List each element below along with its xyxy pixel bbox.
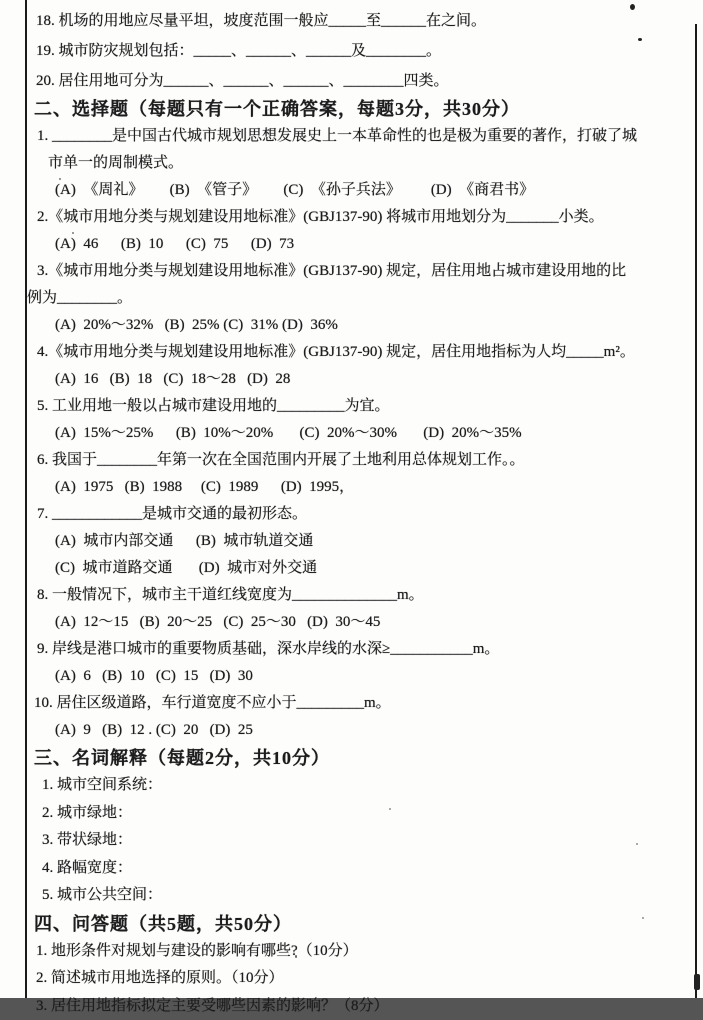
mc-q10-options: (A) 9 (B) 12 . (C) 20 (D) 25 bbox=[34, 717, 696, 744]
mc-q3-options: (A) 20%～32% (B) 25% (C) 31% (D) 36% bbox=[34, 312, 696, 339]
essay-item-3: 3. 居住用地指标拟定主要受哪些因素的影响？（8分） bbox=[34, 993, 696, 1020]
mc-q9-stem: 9. 岸线是港口城市的重要物质基础，深水岸线的水深≥___________m。 bbox=[34, 636, 696, 663]
essay-item-2: 2. 简述城市用地选择的原则。（10分） bbox=[34, 965, 696, 993]
term-item-3: 3. 带状绿地： bbox=[34, 827, 696, 855]
mc-q3-stem: 3.《城市用地分类与规划建设用地标准》(GBJ137-90) 规定，居住用地占城市建设用地的比 bbox=[34, 258, 696, 285]
fill-question-18: 18. 机场的用地应尽量平坦，坡度范围一般应_____至______在之间。 bbox=[34, 6, 696, 36]
mc-q3-stem-cont: 例为________。 bbox=[27, 285, 696, 312]
mc-q1-stem-cont: 市单一的周制模式。 bbox=[34, 150, 696, 177]
section-4-heading: 四、问答题（共5题，共50分） bbox=[34, 910, 696, 938]
mc-q4-stem: 4.《城市用地分类与规划建设用地标准》(GBJ137-90) 规定，居住用地指标为人均_____m²。 bbox=[34, 339, 696, 366]
mc-q4-options: (A) 16 (B) 18 (C) 18～28 (D) 28 bbox=[34, 366, 696, 393]
mc-q5-options: (A) 15%～25% (B) 10%～20% (C) 20%～30% (D) 20%～35% bbox=[34, 420, 696, 447]
mc-q8-stem: 8. 一般情况下，城市主干道红线宽度为______________m。 bbox=[34, 582, 696, 609]
mc-q7-options-row2: (C) 城市道路交通 (D) 城市对外交通 bbox=[34, 555, 696, 582]
page-border-left-line bbox=[25, 0, 27, 998]
mc-q1-stem: 1. ________是中国古代城市规划思想发展史上一本革命性的也是极为重要的著作，打破了城 bbox=[34, 123, 696, 150]
mc-q2-stem: 2.《城市用地分类与规划建设用地标准》(GBJ137-90) 将城市用地划分为_______小类。 bbox=[34, 204, 696, 231]
term-item-1: 1. 城市空间系统： bbox=[34, 772, 696, 800]
essay-item-1: 1. 地形条件对规划与建设的影响有哪些?（10分） bbox=[34, 938, 696, 966]
fill-question-19: 19. 城市防灾规划包括：_____、______、______及________。 bbox=[34, 36, 696, 66]
section-3-heading: 三、名词解释（每题2分，共10分） bbox=[34, 744, 696, 772]
mc-q7-stem: 7. ____________是城市交通的最初形态。 bbox=[34, 501, 696, 528]
mc-q6-options: (A) 1975 (B) 1988 (C) 1989 (D) 1995， bbox=[34, 474, 696, 501]
mc-q8-options: (A) 12～15 (B) 20～25 (C) 25～30 (D) 30～45 bbox=[34, 609, 696, 636]
mc-q1-options: (A) 《周礼》 (B) 《管子》 (C) 《孙子兵法》 (D) 《商君书》 bbox=[34, 177, 696, 204]
section-2-heading: 二、选择题（每题只有一个正确答案，每题3分，共30分） bbox=[34, 96, 696, 123]
mc-q9-options: (A) 6 (B) 10 (C) 15 (D) 30 bbox=[34, 663, 696, 690]
mc-q10-stem: 10. 居住区级道路，车行道宽度不应小于_________m。 bbox=[34, 690, 696, 717]
mc-q7-options-row1: (A) 城市内部交通 (B) 城市轨道交通 bbox=[34, 528, 696, 555]
exam-text-column bbox=[34, 6, 696, 1020]
mc-q5-stem: 5. 工业用地一般以占城市建设用地的_________为宜。 bbox=[34, 393, 696, 420]
term-item-4: 4. 路幅宽度： bbox=[34, 855, 696, 883]
fill-question-20: 20. 居住用地可分为______、______、______、________四类。 bbox=[34, 66, 696, 96]
mc-q2-options: (A) 46 (B) 10 (C) 75 (D) 73 bbox=[34, 231, 696, 258]
mc-q6-stem: 6. 我国于________年第一次在全国范围内开展了土地利用总体规划工作。。 bbox=[34, 447, 696, 474]
term-item-5: 5. 城市公共空间： bbox=[34, 882, 696, 910]
term-item-2: 2. 城市绿地： bbox=[34, 800, 696, 828]
